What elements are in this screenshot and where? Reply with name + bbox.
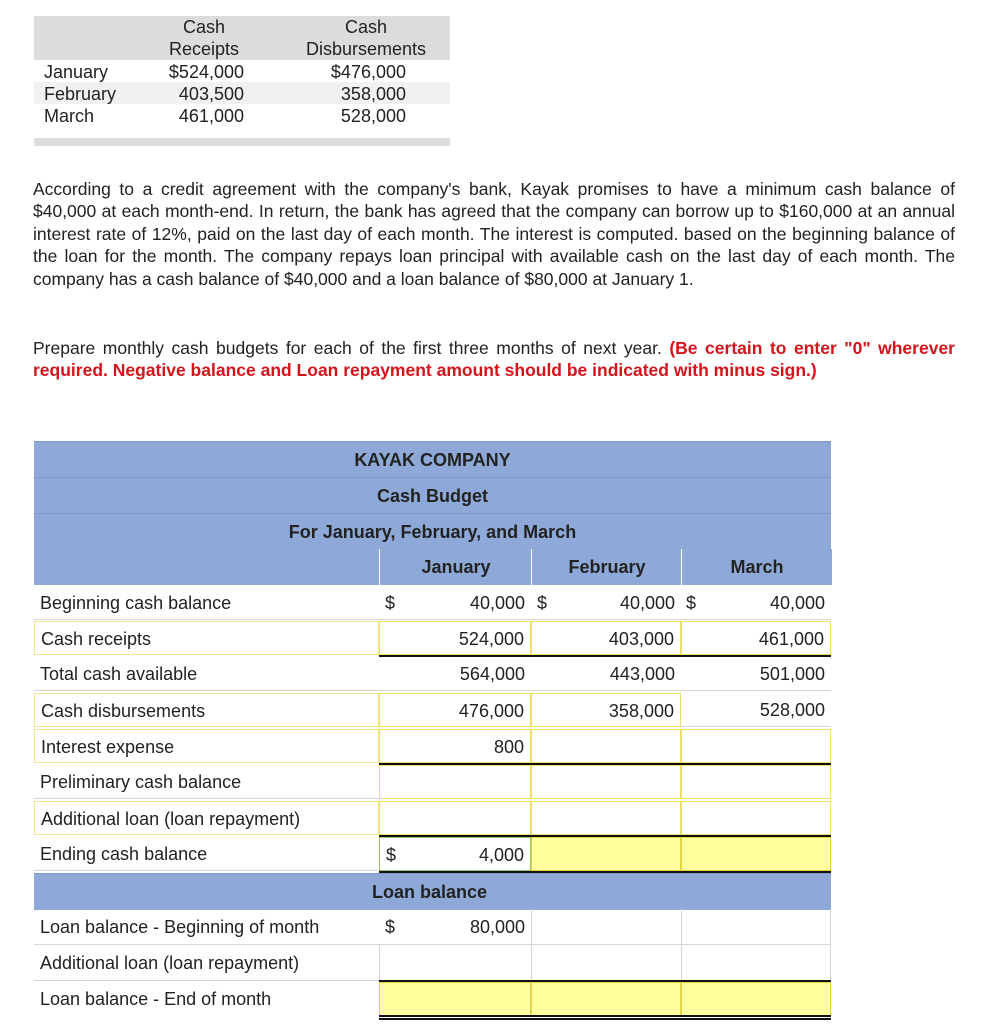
currency-symbol: $ [686,593,697,613]
february-ending-cash-input[interactable] [531,837,681,871]
february-loan-additional [531,945,681,981]
budget-title: Cash Budget [376,486,488,506]
month-label: February [44,84,117,104]
disbursements-value: $476,000 [330,62,406,82]
instructions-emphasis: (Be certain to enter "0" wherever required. Negative balance and Loan repayment amount should be indicated with minus sign.) [33,338,955,381]
january-cash-disbursements-input[interactable]: 476,000 [379,693,531,727]
row-label-cash-disbursements[interactable]: Cash disbursements [34,693,379,727]
row-label-interest-expense[interactable]: Interest expense [34,729,379,763]
company-name: KAYAK COMPANY [354,450,511,470]
column-header-february: February [531,549,682,585]
january-additional-loan-input[interactable] [379,801,531,835]
march-cash-receipts-input[interactable]: 461,000 [681,621,831,655]
disbursements-header-line1: Cash [344,17,388,37]
row-label-preliminary-cash: Preliminary cash balance [34,765,379,799]
month-label: January [44,62,109,82]
column-header-march: March [681,549,832,585]
row-label-loan-additional: Additional loan (loan repayment) [34,945,379,981]
march-interest-expense-input[interactable] [681,729,831,763]
january-loan-begin: $ 80,000 [379,909,531,945]
row-label-ending-cash: Ending cash balance [34,837,379,871]
column-header-january: January [379,549,532,585]
receipts-header-line1: Cash [182,17,226,37]
currency-symbol: $ [537,593,548,613]
receipts-value: 403,500 [178,84,244,104]
receipts-disbursements-table [34,16,450,146]
january-preliminary-cash-input[interactable] [379,765,531,799]
january-beginning-cash: $ 40,000 [379,586,531,620]
march-additional-loan-input[interactable] [681,801,831,835]
loan-balance-section-title: Loan balance [372,882,488,902]
february-additional-loan-input[interactable] [531,801,681,835]
row-label-loan-begin: Loan balance - Beginning of month [34,909,379,945]
january-total-cash: 564,000 [379,657,531,691]
instructions-text: Prepare monthly cash budgets for each of the first three months of next year. [33,338,662,358]
disbursements-value: 358,000 [340,84,406,104]
february-loan-end-input[interactable] [531,982,681,1016]
disbursements-header-line2: Disbursements [305,39,427,59]
january-interest-expense-input[interactable]: 800 [379,729,531,763]
currency-symbol: $ [386,845,397,865]
currency-symbol: $ [385,593,396,613]
march-loan-end-input[interactable] [681,982,831,1016]
cash-budget-table [34,441,831,1021]
row-label-loan-end: Loan balance - End of month [40,989,272,1009]
march-total-cash: 501,000 [681,657,831,691]
february-beginning-cash: 40,000 [531,586,681,620]
february-total-cash: 443,000 [531,657,681,691]
row-label-beginning-cash: Beginning cash balance [34,586,379,620]
march-loan-begin [681,909,831,945]
february-loan-begin [531,909,681,945]
march-preliminary-cash-input[interactable] [681,765,831,799]
march-cash-disbursements: 528,000 [681,693,831,727]
january-cash-receipts-input[interactable]: 524,000 [379,621,531,655]
month-label: March [44,106,95,126]
row-label-total-cash: Total cash available [34,657,379,691]
march-loan-additional [681,945,831,981]
receipts-value: $524,000 [168,62,244,82]
row-label-cash-receipts[interactable]: Cash receipts [34,621,379,655]
march-beginning-cash: 40,000 [681,586,831,620]
credit-agreement-paragraph: According to a credit agreement with the company's bank, Kayak promises to have a minimum cash balance of $40,000 at each month-end. In return, the bank has agreed that the company can borrow up to $160,000 at an annual interest rate of 12%, paid on the last day of each month. The interest is computed. based on the beginning balance of the loan for the month. The company repays loan principal with available cash on the last day of each month. The company has a cash balance of $40,000 and a loan balance of $80,000 at January 1. [33,179,955,289]
january-loan-end-input[interactable] [379,982,531,1016]
february-cash-disbursements-input[interactable]: 358,000 [531,693,681,727]
january-loan-additional [379,945,531,981]
march-ending-cash-input[interactable] [681,837,831,871]
february-interest-expense-input[interactable] [531,729,681,763]
row-label-additional-loan[interactable]: Additional loan (loan repayment) [34,801,379,835]
receipts-value: 461,000 [178,106,244,126]
february-cash-receipts-input[interactable]: 403,000 [531,621,681,655]
currency-symbol: $ [385,917,396,937]
receipts-header-line2: Receipts [168,39,240,59]
disbursements-value: 528,000 [340,106,406,126]
january-ending-cash-input[interactable]: $ 4,000 [379,837,531,871]
february-preliminary-cash-input[interactable] [531,765,681,799]
budget-period: For January, February, and March [288,522,577,542]
instructions-paragraph [33,337,955,382]
